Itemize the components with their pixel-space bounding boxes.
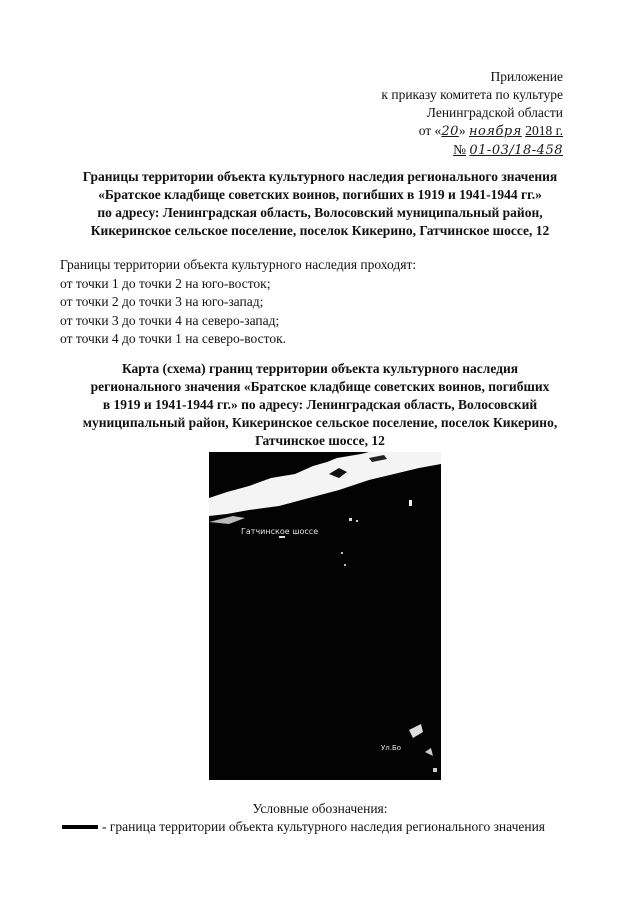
- map-title-line: в 1919 и 1941-1944 гг.» по адресу: Ленинградская область, Волосовский: [102, 397, 538, 412]
- boundary-description: [60, 256, 416, 349]
- map-image: [209, 452, 441, 780]
- boundary-item: от точки 1 до точки 2 на юго-восток;: [60, 275, 271, 291]
- title-line: по адресу: Ленинградская область, Волосовский муниципальный район,: [97, 205, 543, 220]
- road-label: Гатчинское шоссе: [241, 527, 319, 536]
- appendix-date-line: [303, 122, 563, 141]
- title-line: Кикеринское сельское поселение, поселок Кикерино, Гатчинское шоссе, 12: [90, 223, 550, 238]
- boundary-item: от точки 3 до точки 4 на северо-запад;: [60, 312, 280, 328]
- date-month: ноября: [468, 124, 522, 139]
- title-line: Границы территории объекта культурного наследия регионального значения: [82, 169, 558, 184]
- date-mid: »: [458, 123, 466, 138]
- boundary-item: от точки 2 до точки 3 на юго-запад;: [60, 294, 264, 309]
- legend-item-label: - граница территории объекта культурного наследия регионального значения: [102, 819, 546, 834]
- map-title-line: регионального значения «Братское кладбище советских воинов, погибших: [90, 379, 550, 394]
- number-prefix: №: [453, 142, 467, 157]
- appendix-number-line: [303, 141, 563, 160]
- legend-title: Условные обозначения:: [252, 801, 388, 816]
- date-prefix: от «: [418, 123, 442, 138]
- corner-label: Ул.Бо: [381, 744, 402, 752]
- document-title: [40, 168, 600, 240]
- map-svg: [209, 452, 441, 780]
- number-value: 01-03/18-458: [469, 143, 563, 158]
- date-day: 20: [441, 124, 459, 139]
- boundary-line-icon: [62, 825, 98, 829]
- appendix-region-line: Ленинградской области: [426, 105, 563, 120]
- map-title-line: муниципальный район, Кикеринское сельское поселение, поселок Кикерино,: [82, 415, 558, 430]
- date-year: 2018 г.: [525, 123, 563, 138]
- boundary-item: от точки 4 до точки 1 на северо-восток.: [60, 331, 287, 346]
- legend: [62, 819, 545, 835]
- appendix-block: [303, 68, 563, 160]
- title-line: «Братское кладбище советских воинов, погибших в 1919 и 1941-1944 гг.»: [98, 187, 542, 202]
- boundary-intro: Границы территории объекта культурного наследия проходят:: [60, 257, 417, 272]
- appendix-title: Приложение: [490, 69, 563, 84]
- appendix-order-line: к приказу комитета по культуре: [381, 87, 563, 102]
- map-title: [45, 360, 595, 450]
- map-title-line: Карта (схема) границ территории объекта культурного наследия: [121, 361, 519, 376]
- map-title-line: Гатчинское шоссе, 12: [255, 433, 385, 448]
